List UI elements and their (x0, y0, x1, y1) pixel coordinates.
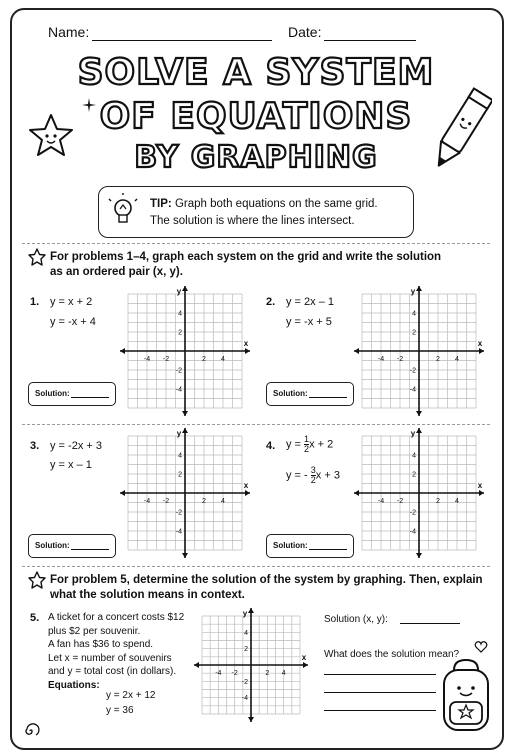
fraction-denominator: 2 (304, 444, 310, 454)
y-tick-label: -2 (175, 367, 182, 375)
axis-arrow-icon (479, 490, 484, 496)
coordinate-grid-3[interactable] (120, 428, 250, 558)
sparkle-icon (82, 98, 96, 112)
problem-5-eq2: y = 36 (106, 705, 134, 716)
answer-line[interactable] (324, 692, 436, 693)
y-tick-label: -4 (175, 386, 182, 394)
x-tick-label: 2 (265, 670, 270, 677)
x-axis-label: x (477, 481, 483, 490)
problem-1-number: 1. (30, 296, 40, 308)
problem-4-number: 4. (266, 440, 276, 452)
y-tick-label: 2 (412, 329, 416, 337)
section2-instruction-line-1: For problem 5, determine the solution of the system by graphing. Then, explain (50, 574, 483, 586)
coordinate-grid-4[interactable] (354, 428, 484, 558)
coordinate-grid-svg (120, 428, 250, 558)
x-tick-label: 2 (202, 498, 206, 505)
coordinate-grid-5[interactable] (194, 608, 308, 722)
axis-arrow-icon (120, 490, 125, 496)
name-label: Name: (48, 24, 90, 40)
x-tick-label: 2 (436, 498, 440, 505)
x-tick-label: -2 (396, 356, 404, 363)
date-field[interactable] (324, 40, 416, 41)
axis-arrow-icon (194, 662, 199, 668)
x-tick-label: -2 (162, 356, 170, 363)
problem-5-line: A fan has $36 to spend. (48, 639, 154, 650)
answer-line[interactable] (324, 674, 436, 675)
problem-3-number: 3. (30, 440, 40, 452)
axis-arrow-icon (245, 490, 250, 496)
tip-line-2: The solution is where the lines intersect. (150, 215, 355, 227)
y-axis-label: y (410, 287, 416, 296)
axis-arrow-icon (416, 428, 422, 433)
x-axis-label: x (477, 339, 483, 348)
y-axis-label: y (410, 429, 416, 438)
problem-2-eq2: y = -x + 5 (286, 316, 332, 328)
problem-3-eq2: y = x – 1 (50, 459, 92, 471)
y-tick-label: 2 (178, 329, 182, 337)
problem-2-number: 2. (266, 296, 276, 308)
y-axis-label: y (176, 287, 182, 296)
tip-label: TIP: (150, 198, 172, 210)
axis-arrow-icon (416, 286, 422, 291)
problem-5-line: A ticket for a concert costs $12 (48, 612, 185, 623)
title-line-1: SOLVE A SYSTEM (77, 52, 435, 93)
fraction-denominator: 2 (310, 475, 316, 485)
axis-arrow-icon (248, 608, 254, 613)
problem-4-eq1-prefix: y = (286, 438, 301, 451)
section1-instruction (50, 250, 441, 280)
axis-arrow-icon (182, 428, 188, 433)
problem-5-solution-prompt: Solution (x, y): (324, 614, 388, 625)
problem-5-equations-label: Equations: (48, 679, 100, 691)
heart-icon (474, 640, 488, 654)
coordinate-grid-1[interactable] (120, 286, 250, 416)
axis-arrow-icon (479, 348, 484, 354)
solution-label: Solution: (273, 541, 308, 550)
section2-instruction (50, 573, 483, 603)
problem-5-line: plus $2 per souvenir. (48, 625, 141, 637)
y-tick-label: -2 (175, 509, 182, 517)
problem-4-eq2 (286, 466, 340, 485)
problem-4-eq1-suffix: x + 2 (309, 438, 334, 451)
star-bullet-icon (28, 248, 46, 266)
problem-1-solution-box[interactable] (28, 382, 116, 406)
y-tick-label: -2 (409, 367, 416, 375)
x-tick-label: -4 (143, 356, 151, 363)
solution-label: Solution: (35, 541, 70, 550)
x-tick-label: -4 (377, 356, 385, 363)
x-tick-label: 4 (455, 356, 459, 363)
problem-5-line: Let x = number of souvenirs (48, 652, 172, 664)
lightbulb-icon (108, 193, 138, 229)
backpack-doodle-icon (438, 656, 494, 736)
y-tick-label: 4 (412, 452, 416, 460)
coordinate-grid-svg (194, 608, 308, 722)
problem-1-eq2: y = -x + 4 (50, 316, 96, 328)
problem-4-eq2-prefix: y = - (286, 469, 308, 482)
problem-5-number: 5. (30, 612, 40, 624)
problem-2-eq1: y = 2x – 1 (286, 296, 335, 308)
y-tick-label: 4 (412, 310, 416, 318)
problem-5-eq1: y = 2x + 12 (106, 690, 156, 701)
axis-arrow-icon (182, 411, 188, 416)
solution-label: Solution: (273, 389, 308, 398)
coordinate-grid-svg (354, 428, 484, 558)
x-tick-label: 4 (221, 498, 225, 505)
y-tick-label: 2 (412, 471, 416, 479)
axis-arrow-icon (303, 662, 308, 668)
problem-1-eq1: y = x + 2 (50, 296, 93, 308)
y-tick-label: -4 (409, 528, 416, 536)
x-tick-label: 4 (455, 498, 459, 505)
coordinate-grid-2[interactable] (354, 286, 484, 416)
axis-arrow-icon (354, 490, 359, 496)
problem-3-solution-box[interactable] (28, 534, 116, 558)
axis-arrow-icon (182, 553, 188, 558)
y-tick-label: 4 (178, 452, 182, 460)
x-tick-label: -2 (162, 498, 170, 505)
x-tick-label: -4 (377, 498, 385, 505)
name-field[interactable] (92, 40, 272, 41)
fraction-numerator: 3 (310, 465, 316, 475)
star-bullet-icon (28, 571, 46, 589)
y-axis-label: y (242, 609, 248, 618)
y-tick-label: -4 (241, 695, 248, 703)
tip-text (150, 196, 378, 230)
divider (22, 424, 490, 425)
section1-instruction-line-1: For problems 1–4, graph each system on the grid and write the solution (50, 251, 442, 263)
problem-4-eq2-suffix: x + 3 (315, 469, 340, 482)
title-line-2: OF EQUATIONS (99, 96, 413, 137)
y-tick-label: 2 (178, 471, 182, 479)
fraction-numerator: 1 (304, 434, 310, 444)
problem-3-eq1: y = -2x + 3 (50, 440, 102, 452)
axis-arrow-icon (416, 411, 422, 416)
x-axis-label: x (243, 339, 249, 348)
x-tick-label: 2 (436, 356, 440, 363)
section1-instruction-line-2: as an ordered pair (x, y). (50, 266, 183, 278)
divider (22, 566, 490, 567)
swirl-doodle-icon (22, 722, 40, 740)
axis-arrow-icon (416, 553, 422, 558)
axis-arrow-icon (120, 348, 125, 354)
y-tick-label: 4 (178, 310, 182, 318)
star-doodle-icon (28, 112, 74, 158)
axis-arrow-icon (245, 348, 250, 354)
y-tick-label: -4 (409, 386, 416, 394)
axis-arrow-icon (248, 717, 254, 722)
solution-label: Solution: (35, 389, 70, 398)
x-tick-label: -2 (396, 498, 404, 505)
axis-arrow-icon (182, 286, 188, 291)
tip-line-1: Graph both equations on the same grid. (174, 198, 378, 210)
coordinate-grid-svg (120, 286, 250, 416)
axis-arrow-icon (354, 348, 359, 354)
x-axis-label: x (301, 653, 307, 662)
coordinate-grid-svg (354, 286, 484, 416)
problem-2-solution-box[interactable] (266, 382, 354, 406)
date-label: Date: (288, 24, 322, 40)
y-tick-label: -2 (409, 509, 416, 517)
x-tick-label: -4 (143, 498, 151, 505)
problem-5-line: and y = total cost (in dollars). (48, 666, 177, 677)
y-axis-label: y (176, 429, 182, 438)
problem-4-eq1 (286, 435, 333, 454)
y-tick-label: 2 (244, 646, 248, 654)
title-line-3: BY GRAPHING (134, 140, 378, 175)
problem-4-solution-box[interactable] (266, 534, 354, 558)
x-tick-label: 4 (281, 670, 286, 677)
answer-line[interactable] (324, 710, 436, 711)
pencil-doodle-icon (430, 82, 492, 178)
problem-5-text (48, 611, 184, 692)
x-tick-label: 4 (221, 356, 225, 363)
section2-instruction-line-2: what the solution means in context. (50, 589, 245, 601)
x-tick-label: 2 (202, 356, 206, 363)
y-tick-label: -2 (241, 678, 248, 686)
y-tick-label: 4 (244, 629, 248, 637)
y-tick-label: -4 (175, 528, 182, 536)
x-tick-label: -2 (231, 670, 238, 677)
divider (22, 243, 490, 244)
x-axis-label: x (243, 481, 249, 490)
x-tick-label: -4 (215, 670, 222, 677)
problem-5-meaning-prompt: What does the solution mean? (324, 649, 460, 660)
problem-5-solution-field[interactable] (400, 623, 460, 624)
